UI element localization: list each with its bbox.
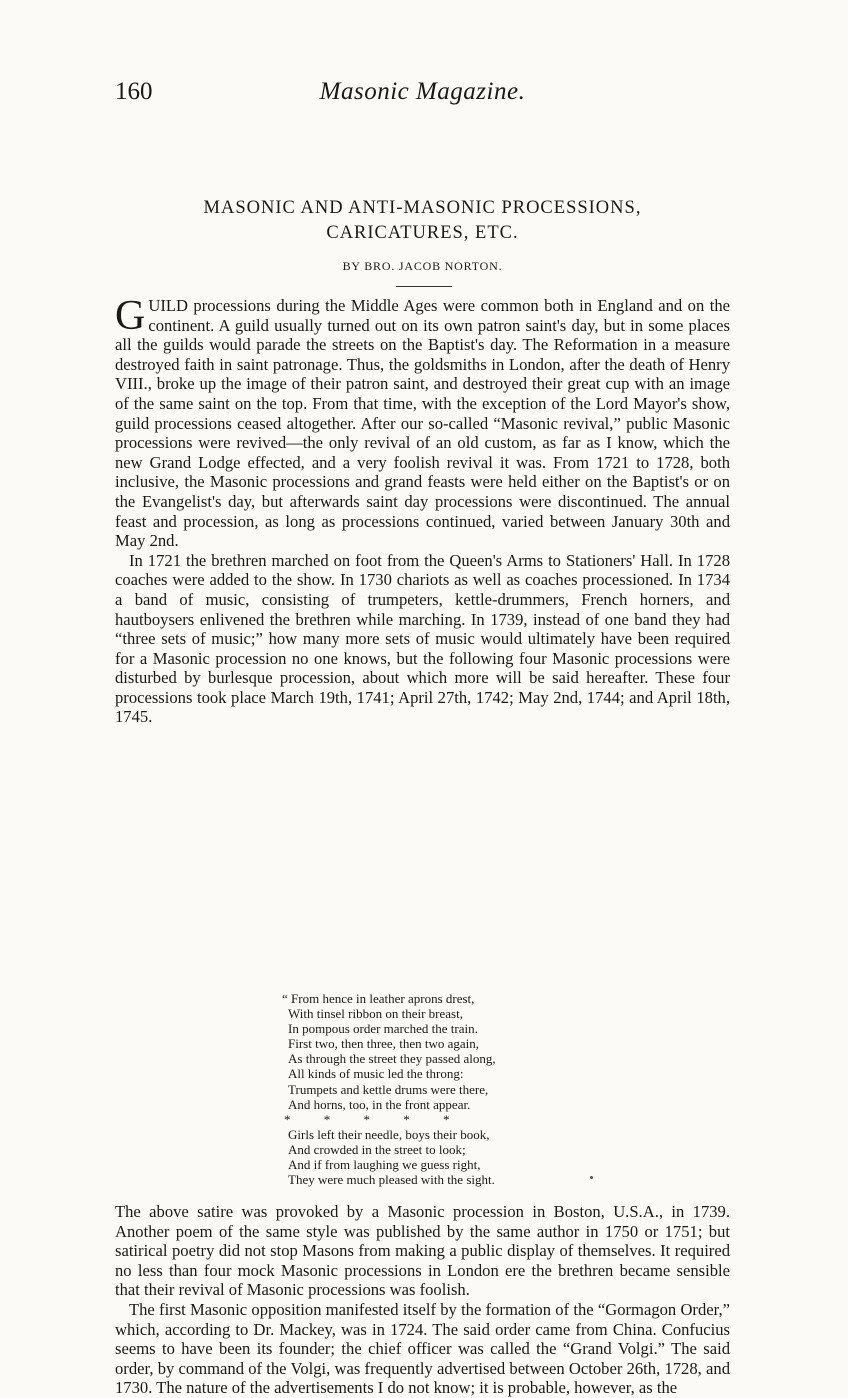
ink-speck <box>590 1176 593 1179</box>
paragraph-4: The first Masonic opposition manifested itself by the formation of the “Gormagon Order,” which, according to Dr. Mackey, was in 1724. The said order came from China. Confucius seems to have been its founder; the chief officer was called the “Grand Volgi.” The said order, by command of the Volgi, was frequently advertised between October 26th, 1728, and 1730. The nature of the advertisements I do not know; it is probable, however, as the <box>115 1299 730 1398</box>
article-byline: BY BRO. JACOB NORTON. <box>342 259 503 273</box>
poem-line: And crowded in the street to look; <box>288 1141 466 1157</box>
poem-block <box>282 991 642 1187</box>
paragraph-1 <box>115 293 730 551</box>
poem-ellipsis-stars: * * * * * <box>284 1111 450 1127</box>
poem-line: They were much pleased with the sight. <box>288 1172 495 1188</box>
page-header <box>115 78 730 114</box>
poem-line: Girls left their needle, boys their book, <box>288 1126 490 1142</box>
poem-line: And if from laughing we guess right, <box>288 1157 481 1173</box>
title-divider <box>396 286 452 287</box>
article-title-line-1: MASONIC AND ANTI-MASONIC PROCESSIONS, <box>203 198 642 218</box>
body-upper <box>115 293 730 727</box>
poem-line: All kinds of music led the throng: <box>288 1066 464 1082</box>
poem-line: Trumpets and kettle drums were there, <box>288 1081 489 1097</box>
paragraph-2: In 1721 the brethren marched on foot from the Queen's Arms to Stationers' Hall. In 1728 coaches were added to the show. In 1730 chariots as well as coaches processioned. In 1734 a band of music, consisting of trumpeters, kettle-drummers, French horners, and hautboysers enlivened the brethren while marching. In 1739, instead of one band they had “three sets of music;” how many more sets of music would ultimately have been required for a Masonic procession no one knows, but the following four Masonic processions were disturbed by burlesque procession, about which more will be said hereafter. These four processions took place March 19th, 1741; April 27th, 1742; May 2nd, 1744; and April 18th, 1745. <box>115 550 730 727</box>
running-title: Masonic Magazine. <box>319 78 526 105</box>
poem-line: And horns, too, in the front appear. <box>288 1096 471 1112</box>
poem-line: With tinsel ribbon on their breast, <box>288 1006 463 1022</box>
poem-line: “ From hence in leather aprons drest, <box>282 991 475 1006</box>
article-title <box>115 196 730 246</box>
paragraph-1-text: UILD processions during the Middle Ages were common both in England and on the continent. A guild usually turned out on its own patron saint's day, but in some places all the guilds would parade the streets on the Baptist's day. The Reformation in a measure destroyed faith in saint patronage. Thus, the goldsmiths in London, after the death of Henry VIII., broke up the image of their patron saint, and destroyed their great cup with an image of the same saint on the top. From that time, with the exception of the Lord Mayor's show, guild processions ceased altogether. After our so-called “Masonic revival,” public Masonic processions were revived—the only revival of an old custom, as far as I know, which the new Grand Lodge effected, and a very foolish revival it was. From 1721 to 1728, both inclusive, the Masonic processions and grand feasts were held either on the Baptist's or on the Evangelist's day, but afterwards saint day processions were discontinued. The annual feast and procession, as long as processions continued, varied between January 30th and May 2nd. <box>115 296 730 551</box>
body-lower <box>115 1202 730 1398</box>
poem-line: First two, then three, then two again, <box>288 1036 479 1052</box>
poem-line: As through the street they passed along, <box>288 1051 496 1067</box>
paragraph-3: The above satire was provoked by a Masonic procession in Boston, U.S.A., in 1739. Another poem of the same style was published by the same author in 1750 or 1751; but satirical poetry did not stop Masons from making a public display of themselves. It required no less than four mock Masonic processions in London ere the brethren became sensible that their revival of Masonic processions was foolish. <box>115 1202 730 1300</box>
page-number: 160 <box>115 78 153 105</box>
drop-cap: G <box>115 293 146 339</box>
article-title-line-2: CARICATURES, ETC. <box>326 223 519 243</box>
poem-line: In pompous order marched the train. <box>288 1021 478 1037</box>
